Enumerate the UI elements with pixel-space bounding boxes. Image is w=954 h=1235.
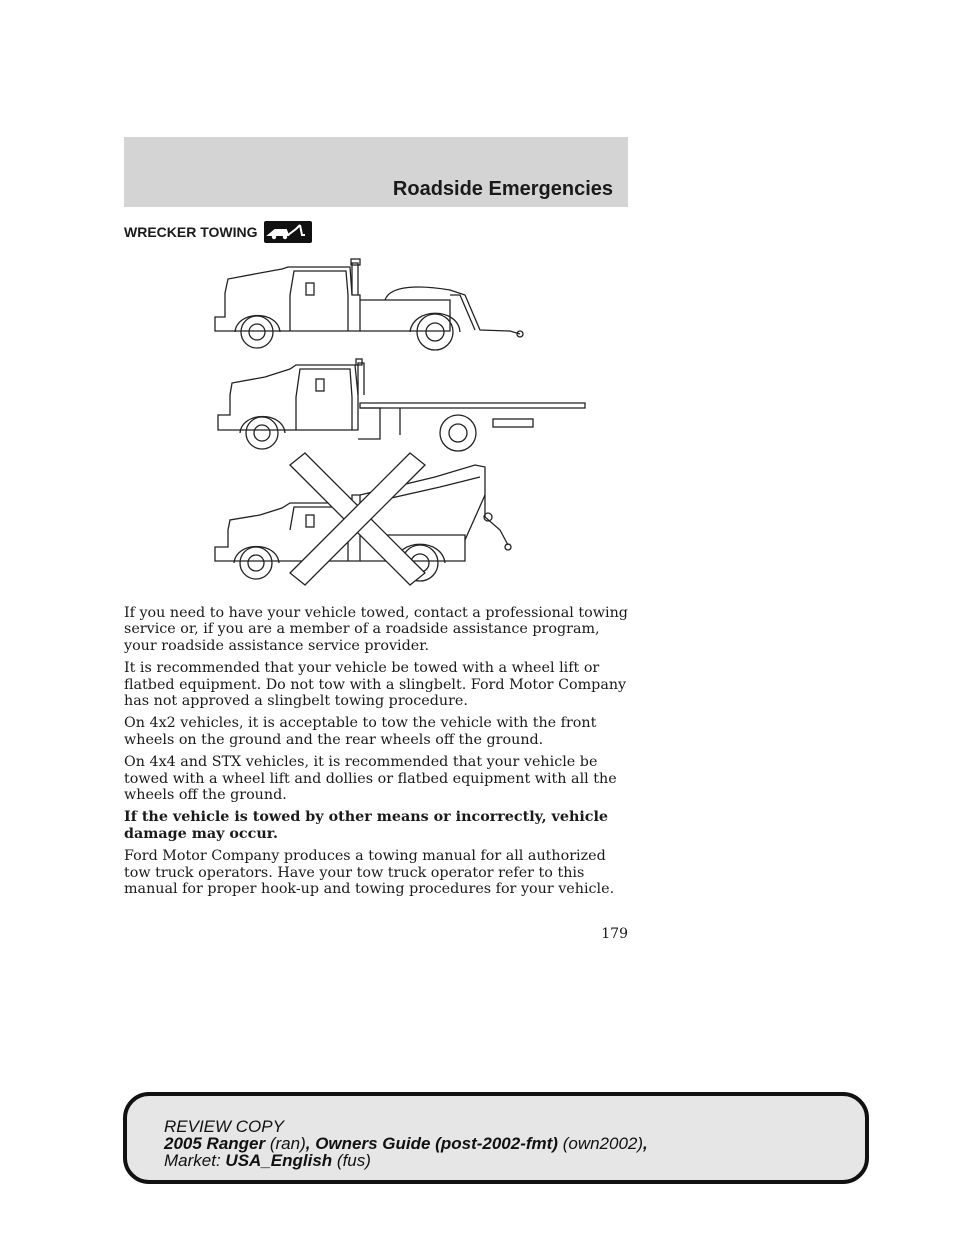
- footer-comma: ,: [643, 1134, 648, 1153]
- page-number: 179: [601, 926, 628, 942]
- wheel-lift-truck-illustration: [215, 259, 523, 350]
- paragraph-recommended-equipment: It is recommended that your vehicle be towed with a wheel lift or flatbed equipment. Do not tow with a slingbelt. Ford Motor Company has not approved a slingbelt towing procedure.: [124, 660, 627, 710]
- footer-review-copy: REVIEW COPY: [164, 1117, 284, 1136]
- towing-illustrations: [210, 255, 600, 595]
- do-not-tow-x-mark: [290, 453, 425, 585]
- footer-model-code: (ran): [269, 1134, 306, 1153]
- footer-guide-line: [164, 1135, 648, 1152]
- body-text: [124, 605, 630, 904]
- paragraph-4x2: On 4x2 vehicles, it is acceptable to tow the vehicle with the front wheels on the ground and the rear wheels off the ground.: [124, 715, 597, 748]
- subheading-label: WRECKER TOWING: [124, 224, 258, 240]
- paragraph-warning: If the vehicle is towed by other means or incorrectly, vehicle damage may occur.: [124, 809, 608, 842]
- paragraph-contact-service: If you need to have your vehicle towed, contact a professional towing service or, if you are a member of a roadside assistance program, your roadside assistance service provider.: [124, 605, 628, 654]
- footer-market-line: [164, 1152, 648, 1169]
- footer-guide: , Owners Guide (post-2002-fmt): [305, 1134, 558, 1153]
- footer-market-code: (fus): [336, 1151, 371, 1170]
- flatbed-truck-illustration: [218, 359, 585, 451]
- review-copy-footer: [123, 1092, 869, 1184]
- subheading: [124, 221, 312, 243]
- section-header-band: [124, 137, 628, 207]
- paragraph-4x4-stx: On 4x4 and STX vehicles, it is recommended that your vehicle be towed with a wheel lift and dollies or flatbed equipment with all the wheels off the ground.: [124, 754, 617, 804]
- tow-truck-icon: [264, 221, 312, 243]
- footer-guide-code: (own2002): [562, 1134, 644, 1153]
- footer-market: USA_English: [225, 1151, 333, 1170]
- footer-text: [164, 1118, 648, 1169]
- section-title: Roadside Emergencies: [392, 178, 613, 200]
- paragraph-towing-manual: Ford Motor Company produces a towing manual for all authorized tow truck operators. Have your tow truck operator refer to this manual for proper hook-up and towing procedures for your vehicle.: [124, 848, 615, 898]
- footer-market-label: Market:: [164, 1151, 221, 1170]
- footer-model: 2005 Ranger: [164, 1134, 266, 1153]
